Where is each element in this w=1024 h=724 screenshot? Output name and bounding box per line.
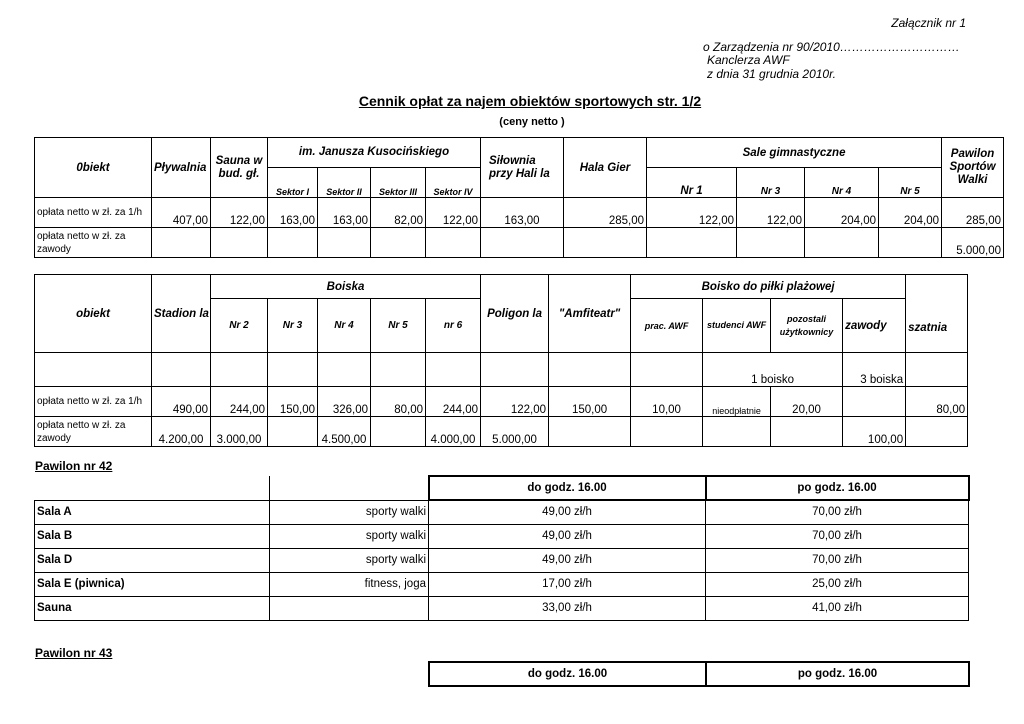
sector-1: Sektor I [268,168,318,198]
price-after: 41,00 zł/h [706,596,969,620]
col-plazowa: Boisko do piłki plażowej [631,275,906,299]
boisko-nr-5: Nr 5 [371,299,426,353]
price-before: 49,00 zł/h [429,548,706,572]
price-after: 70,00 zł/h [706,524,969,548]
price-after: 25,00 zł/h [706,572,969,596]
value-cell: 122,00 [737,198,805,228]
value-cell: 163,00 [481,198,564,228]
value-cell: 4.500,00 [318,417,371,447]
value-cell: 490,00 [152,387,211,417]
plazowa-pozostali: pozostali użytkownicy [771,299,843,353]
value-cell: 122,00 [647,198,737,228]
page-title: Cennik opłat za najem obiektów sportowych str. 1/2 [358,93,702,109]
pawilon-42-table [34,475,970,621]
row-label: opłata netto w zł. za 1/h [35,387,152,417]
value-cell [843,387,906,417]
sala-nr-1: Nr 1 [647,168,737,198]
value-cell: 5.000,00 [481,417,549,447]
note-1-boisko: 1 boisko [703,353,843,387]
plazowa-prac: prac. AWF [631,299,703,353]
value-cell: 5.000,00 [942,228,1004,258]
sala-nr-4: Nr 4 [805,168,879,198]
price-after: 70,00 zł/h [706,548,969,572]
value-cell [906,417,968,447]
room-type: fitness, joga [270,572,429,596]
pawilon-42-title: Pawilon nr 42 [35,459,113,473]
table-row [35,524,969,548]
value-cell [371,417,426,447]
value-cell: 20,00 [771,387,843,417]
price-before: 17,00 zł/h [429,572,706,596]
value-cell: 10,00 [631,387,703,417]
value-cell: 407,00 [152,198,211,228]
price-before: 33,00 zł/h [429,596,706,620]
table2-row-events [35,417,968,447]
value-cell: 244,00 [211,387,268,417]
value-cell: 244,00 [426,387,481,417]
room-type: sporty walki [270,548,429,572]
table2-note-row [35,353,968,387]
table-row [35,548,969,572]
col-poligon: Poligon la [481,275,549,353]
table-row [35,596,969,620]
page-subtitle: (ceny netto ) [499,116,565,128]
value-cell: 285,00 [564,198,647,228]
table1-row-hourly [35,198,1004,228]
col-boiska: Boiska [211,275,481,299]
price-table-1 [34,137,1004,258]
pawilon-43-table [428,661,970,687]
row-label: opłata netto w zł. za zawody [35,417,152,447]
col-after-16: po godz. 16.00 [706,476,969,500]
col-silownia: Siłownia przy Hali la [481,138,564,198]
date-line: z dnia 31 grudnia 2010r. [707,67,836,81]
room-type: sporty walki [270,500,429,524]
col-pawilon: Pawilon Sportów Walki [942,138,1004,198]
col-sauna: Sauna w bud. gł. [211,138,268,198]
col-hala-gier: Hala Gier [564,138,647,198]
table1-row-events [35,228,1004,258]
col-before-16: do godz. 16.00 [429,662,706,686]
sala-nr-5: Nr 5 [879,168,942,198]
room-name: Sala E (piwnica) [35,572,270,596]
col-before-16: do godz. 16.00 [429,476,706,500]
plazowa-studenci: studenci AWF [703,299,771,353]
price-after: 70,00 zł/h [706,500,969,524]
sector-2: Sektor II [318,168,371,198]
sector-4: Sektor IV [426,168,481,198]
col-stadion: Stadion la [152,275,211,353]
price-before: 49,00 zł/h [429,524,706,548]
value-cell [549,417,631,447]
room-name: Sala D [35,548,270,572]
room-type [270,596,429,620]
value-cell: 204,00 [879,198,942,228]
col-szatnia: szatnia [906,275,968,353]
boisko-nr-2: Nr 2 [211,299,268,353]
value-cell: 80,00 [371,387,426,417]
value-cell: 204,00 [805,198,879,228]
attachment-label: Załącznik nr 1 [891,16,966,30]
value-cell: 122,00 [426,198,481,228]
value-cell: 326,00 [318,387,371,417]
row-label: opłata netto w zł. za 1/h [35,198,152,228]
value-cell: 4.000,00 [426,417,481,447]
value-cell: 82,00 [371,198,426,228]
value-cell: 100,00 [843,417,906,447]
room-name: Sala A [35,500,270,524]
value-cell: 3.000,00 [211,417,268,447]
value-cell: 163,00 [268,198,318,228]
issuer-line: Kanclerza AWF [707,53,790,67]
boisko-nr-3: Nr 3 [268,299,318,353]
room-name: Sauna [35,596,270,620]
price-before: 49,00 zł/h [429,500,706,524]
value-cell: 150,00 [268,387,318,417]
value-cell: 122,00 [211,198,268,228]
value-cell [771,417,843,447]
value-cell: 80,00 [906,387,968,417]
col-sale-gimnastyczne: Sale gimnastyczne [647,138,942,168]
value-cell: nieodpłatnie [703,387,771,417]
note-3-boiska: 3 boiska [843,353,906,387]
sector-3: Sektor III [371,168,426,198]
row-label: opłata netto w zł. za zawody [35,228,152,258]
room-type: sporty walki [270,524,429,548]
pawilon-43-title: Pawilon nr 43 [35,646,113,660]
table-row [35,572,969,596]
boisko-nr-4: Nr 4 [318,299,371,353]
value-cell [631,417,703,447]
value-cell [268,417,318,447]
plazowa-zawody: zawody [843,299,906,353]
col-amfiteatr: "Amfiteatr" [549,275,631,353]
value-cell: 163,00 [318,198,371,228]
col-plywalnia: Pływalnia [152,138,211,198]
col-obiekt: 0biekt [35,138,152,198]
value-cell [703,417,771,447]
room-name: Sala B [35,524,270,548]
col-after-16: po godz. 16.00 [706,662,969,686]
col-obiekt: obiekt [35,275,152,353]
boisko-nr-6: nr 6 [426,299,481,353]
value-cell: 285,00 [942,198,1004,228]
value-cell: 122,00 [481,387,549,417]
price-table-2 [34,274,968,447]
table-row [35,500,969,524]
value-cell: 4.200,00 [152,417,211,447]
table2-row-hourly [35,387,968,417]
sala-nr-3: Nr 3 [737,168,805,198]
col-kusocinski: im. Janusza Kusocińskiego [268,138,481,168]
value-cell: 150,00 [549,387,631,417]
regulation-line: o Zarządzenia nr 90/2010………………………… [703,40,960,54]
